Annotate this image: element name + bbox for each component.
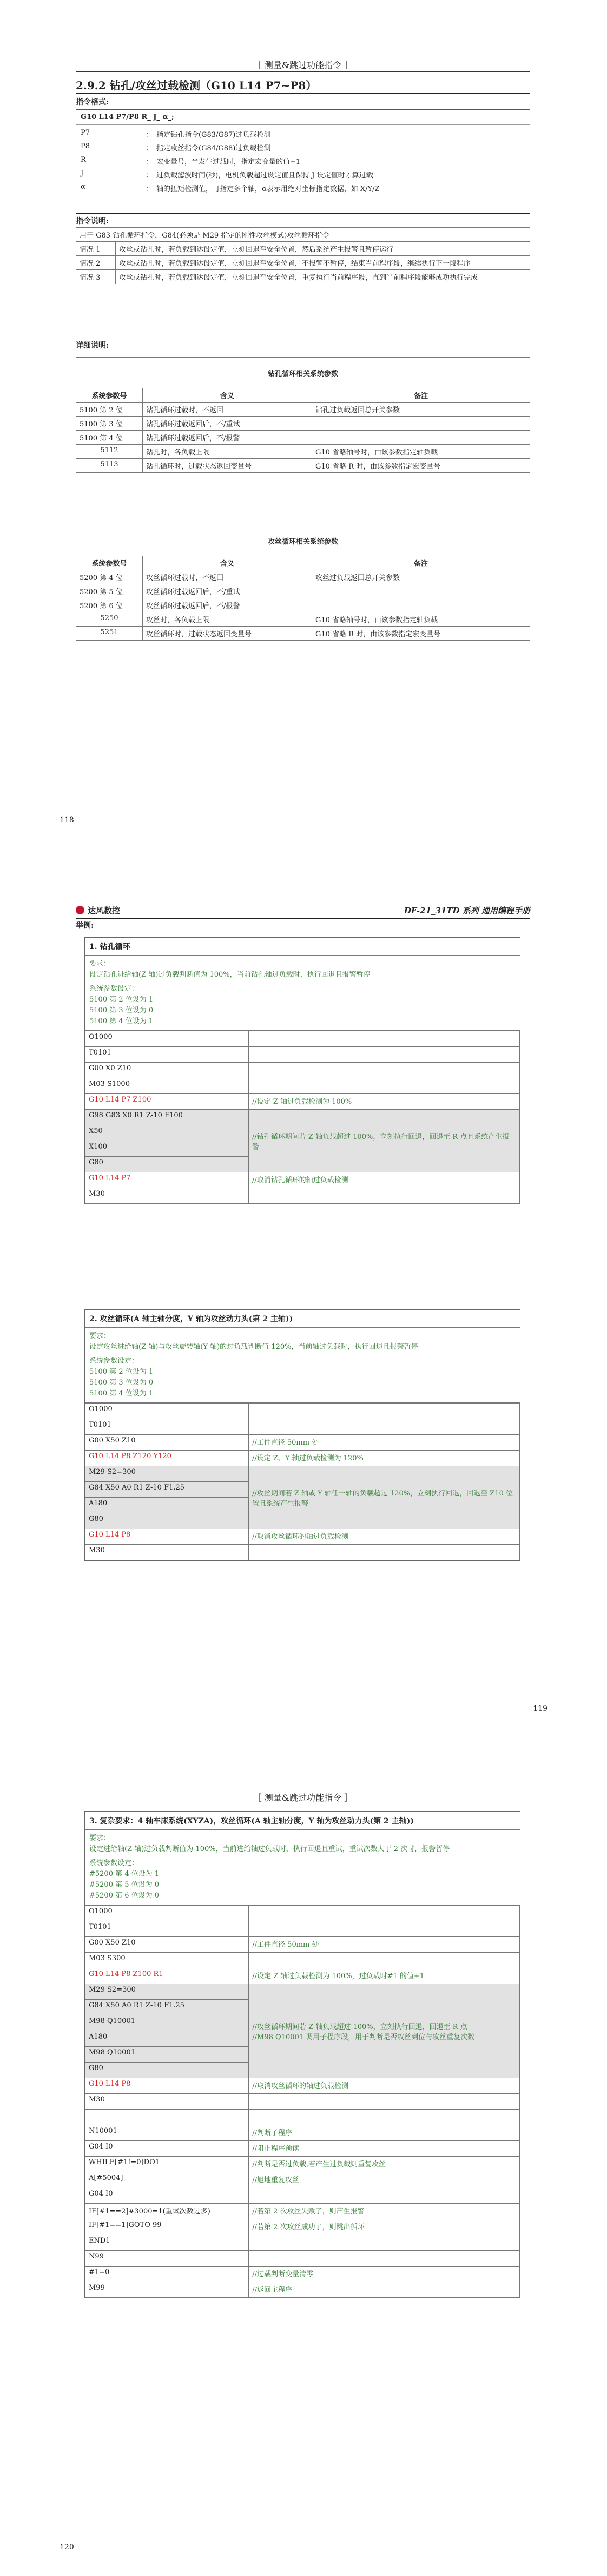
- code-row: [85, 1529, 520, 1545]
- table-cell: [312, 431, 530, 445]
- code-comment: //过载判断变量清零: [249, 2267, 520, 2282]
- format-key: P8: [81, 142, 90, 150]
- code-line: X100: [85, 1141, 249, 1157]
- table-row: [76, 598, 530, 612]
- code-line: A180: [85, 2031, 249, 2047]
- table-row: [76, 584, 530, 598]
- table-cell: 5113: [76, 459, 143, 473]
- tap-header-note: 备注: [312, 556, 530, 570]
- format-value: 过负载滤波时间(秒)，电机负载超过设定值且保持 J 设定值时才算过载: [156, 172, 373, 180]
- example-label: 举例:: [76, 921, 94, 930]
- code-row: [85, 1953, 520, 1968]
- format-colon: ：: [146, 131, 153, 139]
- code-row: [85, 2172, 520, 2188]
- param-list: [89, 994, 516, 1027]
- code-row: [85, 2282, 520, 2298]
- code-comment: //若第 2 次攻丝成功了，则跳出循环: [249, 2219, 520, 2235]
- code-line: M99: [85, 2282, 249, 2298]
- code-line: G10 L14 P8 Z120 Y120: [85, 1451, 249, 1466]
- req-label: 要求：: [89, 1834, 111, 1842]
- code-line: T0101: [85, 1419, 249, 1435]
- param-label: 系统参数设定：: [89, 985, 139, 993]
- example-3-code: [85, 1905, 520, 2298]
- code-comment: [249, 2251, 520, 2267]
- table-cell: 5100 第 3 位: [76, 417, 143, 431]
- code-comment: [249, 2235, 520, 2251]
- code-comment: [249, 2110, 520, 2125]
- req-text: 设定进给轴(Z 轴)过负载判断值为 100%，当前进给轴过负载时，执行回退且重试，重试次数大于 2 次时，报警暂停: [89, 1845, 450, 1853]
- table-row: [76, 459, 530, 473]
- code-line: M98 Q10001: [85, 2047, 249, 2063]
- param-item: 5100 第 2 位设为 1: [89, 1368, 154, 1376]
- code-row: [85, 2078, 520, 2094]
- code-line: N99: [85, 2251, 249, 2267]
- code-row: [85, 1466, 520, 1482]
- code-line: G80: [85, 2063, 249, 2078]
- table-cell: 5251: [76, 627, 143, 641]
- page-header: ［ 测量&跳过功能指令 ］: [253, 60, 353, 70]
- table-cell: 5100 第 4 位: [76, 431, 143, 445]
- tap-param-table: [76, 525, 530, 641]
- format-row: [76, 168, 530, 181]
- format-colon: ：: [146, 185, 153, 193]
- code-comment: //工件直径 50mm 处: [249, 1937, 520, 1953]
- code-comment: [248, 1545, 519, 1560]
- example-2: [84, 1309, 520, 1561]
- code-comment: [248, 1047, 519, 1063]
- code-line: IF[#1==1]GOTO 99: [85, 2219, 249, 2235]
- table-cell: 5200 第 5 位: [76, 584, 143, 598]
- desc-label: 指令说明:: [76, 217, 109, 226]
- format-row: [76, 154, 530, 168]
- code-row: [85, 1451, 520, 1466]
- format-value: 轴的扭矩检测值，可指定多个轴，α表示用绝对坐标指定数据，如 X/Y/Z: [156, 185, 380, 193]
- param-item: #5200 第 6 位设为 0: [89, 1892, 160, 1900]
- table-cell: 攻丝过负载返回总开关参数: [312, 570, 530, 584]
- desc-case: 情况 3: [76, 270, 116, 284]
- code-line: G10 L14 P8: [85, 2078, 249, 2094]
- code-line: G10 L14 P7: [85, 1172, 249, 1188]
- code-row: [85, 1188, 520, 1204]
- code-row: [85, 2188, 520, 2204]
- code-row: [85, 2094, 520, 2110]
- code-line: G98 G83 X0 R1 Z-10 F100: [85, 1110, 249, 1125]
- table-cell: G10 省略 R 时，由该参数指定宏变量号: [312, 627, 530, 641]
- code-line: T0101: [85, 1047, 249, 1063]
- code-comment: [248, 1404, 519, 1419]
- param-item: #5200 第 4 位设为 1: [89, 1870, 160, 1878]
- format-value: 宏变量号，当发生过载时，指定宏变量的值+1: [156, 158, 301, 166]
- param-item: #5200 第 5 位设为 0: [89, 1881, 160, 1889]
- table-row: [76, 612, 530, 627]
- code-row: [85, 1094, 520, 1110]
- format-label: 指令格式:: [76, 98, 109, 107]
- detail-label: 详细说明:: [76, 341, 109, 350]
- code-comment: [249, 2188, 520, 2204]
- code-row: [85, 1906, 520, 1921]
- brand: [76, 905, 120, 916]
- param-item: 5100 第 4 位设为 1: [89, 1389, 154, 1398]
- table-cell: 钻孔循环时，过载状态返回变量号: [143, 459, 312, 473]
- code-comment: [248, 1031, 519, 1047]
- format-key: R: [81, 156, 86, 164]
- req-text: 设定攻丝进给轴(Z 轴)与攻丝旋转轴(Y 轴)的过负载判断值 120%，当前轴过负载时，执行回退且报警暂停: [89, 1343, 418, 1351]
- code-comment: //设定 Z、Y 轴过负载检测为 120%: [248, 1451, 519, 1466]
- drill-table-caption: 钻孔循环相关系统参数: [76, 358, 530, 388]
- param-list: [89, 1869, 516, 1901]
- format-key: P7: [81, 129, 90, 137]
- code-row: [85, 1031, 520, 1047]
- table-cell: 5200 第 4 位: [76, 570, 143, 584]
- format-colon: ：: [146, 172, 153, 180]
- param-label: 系统参数设定：: [89, 1357, 139, 1365]
- code-comment: [248, 1063, 519, 1078]
- code-line: X50: [85, 1125, 249, 1141]
- desc-table: [76, 227, 530, 284]
- example-3-requirement: [85, 1830, 520, 1905]
- example-1-title: 1. 钻孔循环: [85, 938, 520, 956]
- table-cell: G10 省略轴号时，由该参数指定轴负载: [312, 445, 530, 459]
- table-cell: 钻孔过负载返回总开关参数: [312, 403, 530, 417]
- code-comment: //取消攻丝循环的轴过负载检测: [249, 2078, 520, 2094]
- tap-header-param: 系统参数号: [76, 556, 143, 570]
- code-comment: //取消攻丝循环的轴过负载检测: [248, 1529, 519, 1545]
- drill-param-table: [76, 357, 530, 473]
- example-2-requirement: [85, 1328, 520, 1403]
- code-row: [85, 2219, 520, 2235]
- code-comment: [249, 2094, 520, 2110]
- code-row: [85, 2267, 520, 2282]
- table-row: [76, 445, 530, 459]
- table-cell: [312, 598, 530, 612]
- table-row: [76, 431, 530, 445]
- code-comment: //判断子程序: [249, 2125, 520, 2141]
- code-comment-part: //M98 Q10001 调用子程序段，用于判断是否攻丝到位与攻丝重复次数: [252, 2033, 475, 2041]
- table-cell: [312, 417, 530, 431]
- desc-intro: 用于 G83 钻孔循环指令，G84(必须是 M29 指定的刚性攻丝模式)攻丝循环指令: [76, 228, 530, 242]
- code-line: G84 X50 A0 R1 Z-10 F1.25: [85, 2000, 249, 2015]
- example-1-code: [85, 1031, 520, 1204]
- desc-row: [76, 242, 530, 256]
- param-item: 5100 第 4 位设为 1: [89, 1017, 154, 1025]
- section-title: 2.9.2 钻孔/攻丝过载检测（G10 L14 P7~P8）: [76, 79, 317, 92]
- desc-rule: [76, 213, 530, 214]
- code-line: M30: [85, 2094, 249, 2110]
- desc-row: [76, 256, 530, 270]
- brand-logo-icon: [76, 906, 84, 914]
- page-number: 120: [60, 2543, 74, 2552]
- code-line: O1000: [85, 1906, 249, 1921]
- code-line: M29 S2=300: [85, 1466, 249, 1482]
- page-header: ［ 测量&跳过功能指令 ］: [253, 1793, 353, 1803]
- code-comment: //返回主程序: [249, 2282, 520, 2298]
- example-1-requirement: [85, 956, 520, 1031]
- page-number: 119: [533, 1704, 547, 1713]
- code-row: [85, 1110, 520, 1125]
- page-120: [0, 1764, 607, 2565]
- code-line: END1: [85, 2235, 249, 2251]
- code-comment: //取消钻孔循环的轴过负载检测: [248, 1172, 519, 1188]
- code-line: G80: [85, 1157, 249, 1172]
- format-value: 指定钻孔指令(G83/G87)过负载检测: [156, 131, 271, 139]
- manual-title: DF-21_31TD 系列 通用编程手册: [404, 906, 530, 915]
- tap-table-caption: 攻丝循环相关系统参数: [76, 525, 530, 556]
- example-1: [84, 937, 520, 1204]
- code-line: M29 S2=300: [85, 1984, 249, 2000]
- table-cell: 攻丝循环过载返回后，不/报警: [143, 598, 312, 612]
- code-row: [85, 2157, 520, 2172]
- table-cell: 攻丝循环过载返回后，不/重试: [143, 584, 312, 598]
- code-comment: [248, 1078, 519, 1094]
- code-comment: //工件直径 50mm 处: [248, 1435, 519, 1451]
- code-line: G10 L14 P8 Z100 R1: [85, 1968, 249, 1984]
- code-comment: //旭地重复攻丝: [249, 2172, 520, 2188]
- code-line: G00 X0 Z10: [85, 1063, 249, 1078]
- code-row: [85, 1968, 520, 1984]
- code-comment: [248, 1188, 519, 1204]
- table-cell: G10 省略 R 时，由该参数指定宏变量号: [312, 459, 530, 473]
- code-line: G04 I0: [85, 2141, 249, 2157]
- code-row: [85, 1047, 520, 1063]
- code-line: #1=0: [85, 2267, 249, 2282]
- format-box: [76, 109, 530, 197]
- code-comment: [249, 1921, 520, 1937]
- code-row: [85, 1419, 520, 1435]
- code-row: [85, 1921, 520, 1937]
- desc-text: 攻丝或钻孔时，若负载到达设定值，立刻回退至安全位置，重复执行当前程序段，直到当前程序段能够成功执行完成: [116, 270, 530, 284]
- code-line: [85, 2110, 249, 2125]
- table-cell: 钻孔循环过载返回后，不/报警: [143, 431, 312, 445]
- format-row: [76, 141, 530, 154]
- code-comment-part: //攻丝循环期间若 Z 轴负载超过 100%，立刻执行回退，回退至 R 点: [252, 2022, 467, 2031]
- param-label: 系统参数设定：: [89, 1859, 139, 1867]
- code-comment: [249, 1984, 520, 2078]
- code-row: [85, 2235, 520, 2251]
- code-row: [85, 1078, 520, 1094]
- desc-text: 攻丝或钻孔时，若负载到达设定值，立刻回退至安全位置，然后系统产生报警且暂停运行: [116, 242, 530, 256]
- code-row: [85, 2141, 520, 2157]
- code-comment: //设定 Z 轴过负载检测为 100%，过负载时#1 的值+1: [249, 1968, 520, 1984]
- code-comment: //阻止程序预读: [249, 2141, 520, 2157]
- example-3-title: 3. 复杂要求：4 轴车床系统(XYZA)，攻丝循环(A 轴主轴分度，Y 轴为攻丝动力头(第 2 主轴)): [85, 1812, 520, 1830]
- code-line: G00 X50 Z10: [85, 1435, 249, 1451]
- code-line: M98 Q10001: [85, 2015, 249, 2031]
- param-item: 5100 第 3 位设为 0: [89, 1006, 154, 1014]
- format-colon: ：: [146, 144, 153, 153]
- header-divider: [76, 71, 530, 72]
- code-comment: //若第 2 次攻丝失败了，则产生报警: [249, 2204, 520, 2219]
- table-cell: 攻丝循环过载时，不返回: [143, 570, 312, 584]
- table-cell: 攻丝时，各负载上限: [143, 612, 312, 627]
- code-row: [85, 1937, 520, 1953]
- code-row: [85, 1404, 520, 1419]
- table-cell: 攻丝循环时，过载状态返回变量号: [143, 627, 312, 641]
- page-119: [0, 898, 607, 1731]
- code-row: [85, 1984, 520, 2000]
- format-key: J: [81, 169, 84, 177]
- code-line: M30: [85, 1188, 249, 1204]
- code-line: G10 L14 P8: [85, 1529, 249, 1545]
- format-code: G10 L14 P7/P8 R_ J_ α_;: [76, 110, 530, 125]
- table-row: [76, 570, 530, 584]
- code-line: T0101: [85, 1921, 249, 1937]
- desc-case: 情况 2: [76, 256, 116, 270]
- code-line: IF[#1==2]#3000=1(重试次数过多): [85, 2204, 249, 2219]
- code-comment: //攻丝期间若 Z 轴或 Y 轴任一轴的负载超过 120%，立刻执行回退，回退至 Z10 位置且系统产生报警: [248, 1466, 519, 1529]
- code-line: G00 X50 Z10: [85, 1937, 249, 1953]
- table-cell: 钻孔循环过载返回后，不/重试: [143, 417, 312, 431]
- code-comment: //钻孔循环期间若 Z 轴负载超过 100%，立刻执行回退，回退至 R 点且系统产生报警: [248, 1110, 519, 1172]
- table-cell: 钻孔时，各负载上限: [143, 445, 312, 459]
- code-row: [85, 1063, 520, 1078]
- table-cell: 5200 第 6 位: [76, 598, 143, 612]
- table-cell: 钻孔循环过载时，不返回: [143, 403, 312, 417]
- tap-header-meaning: 含义: [143, 556, 312, 570]
- code-comment: //判断是否过负载,若产生过负载则重复攻丝: [249, 2157, 520, 2172]
- drill-header-param: 系统参数号: [76, 388, 143, 403]
- req-label: 要求：: [89, 960, 111, 968]
- table-cell: 5250: [76, 612, 143, 627]
- brand-name: 达风数控: [88, 906, 121, 915]
- drill-header-meaning: 含义: [143, 388, 312, 403]
- param-item: 5100 第 2 位设为 1: [89, 996, 154, 1004]
- table-cell: [312, 584, 530, 598]
- example-3: [84, 1811, 520, 2298]
- example-2-code: [85, 1403, 520, 1560]
- code-row: [85, 1545, 520, 1560]
- code-line: O1000: [85, 1031, 249, 1047]
- code-row: [85, 1172, 520, 1188]
- code-line: M03 S300: [85, 1953, 249, 1968]
- code-line: M30: [85, 1545, 249, 1560]
- code-line: N10001: [85, 2125, 249, 2141]
- code-row: [85, 1435, 520, 1451]
- drill-header-note: 备注: [312, 388, 530, 403]
- code-row: [85, 2251, 520, 2267]
- param-list: [89, 1367, 516, 1399]
- table-cell: 5112: [76, 445, 143, 459]
- param-item: 5100 第 3 位设为 0: [89, 1379, 154, 1387]
- code-row: [85, 2204, 520, 2219]
- header-rule: [76, 918, 530, 919]
- code-comment: //设定 Z 轴过负载检测为 100%: [248, 1094, 519, 1110]
- table-row: [76, 627, 530, 641]
- code-row: [85, 2110, 520, 2125]
- format-value: 指定攻丝指令(G84/G88)过负载检测: [156, 144, 271, 153]
- code-line: G04 I0: [85, 2188, 249, 2204]
- desc-case: 情况 1: [76, 242, 116, 256]
- req-label: 要求：: [89, 1332, 111, 1340]
- code-line: A[#5004]: [85, 2172, 249, 2188]
- desc-text: 攻丝或钻孔时，若负载到达设定值，立刻回退至安全位置，不报警不暂停，结束当前程序段，继续执行下一段程序: [116, 256, 530, 270]
- code-line: O1000: [85, 1404, 249, 1419]
- table-cell: G10 省略轴号时，由该参数指定轴负载: [312, 612, 530, 627]
- format-colon: ：: [146, 158, 153, 166]
- table-row: [76, 403, 530, 417]
- code-row: [85, 2125, 520, 2141]
- code-line: M03 S1000: [85, 1078, 249, 1094]
- page-number: 118: [60, 816, 74, 825]
- format-row: [76, 181, 530, 195]
- format-key: α: [81, 183, 85, 191]
- page-118: [0, 0, 607, 844]
- code-line: A180: [85, 1498, 249, 1513]
- code-comment: [249, 1906, 520, 1921]
- code-line: G80: [85, 1513, 249, 1529]
- table-row: [76, 417, 530, 431]
- format-rows: [76, 125, 530, 197]
- desc-row: [76, 270, 530, 284]
- table-cell: 5100 第 2 位: [76, 403, 143, 417]
- code-line: G84 X50 A0 R1 Z-10 F1.25: [85, 1482, 249, 1498]
- title-rule: [76, 93, 530, 94]
- code-comment: [248, 1419, 519, 1435]
- format-row: [76, 127, 530, 141]
- code-line: WHILE[#1!=0]DO1: [85, 2157, 249, 2172]
- example-2-title: 2. 攻丝循环(A 轴主轴分度，Y 轴为攻丝动力头(第 2 主轴)): [85, 1310, 520, 1328]
- req-text: 设定钻孔进给轴(Z 轴)过负载判断值为 100%，当前钻孔轴过负载时，执行回退且报警暂停: [89, 971, 371, 979]
- code-comment: [249, 1953, 520, 1968]
- code-line: G10 L14 P7 Z100: [85, 1094, 249, 1110]
